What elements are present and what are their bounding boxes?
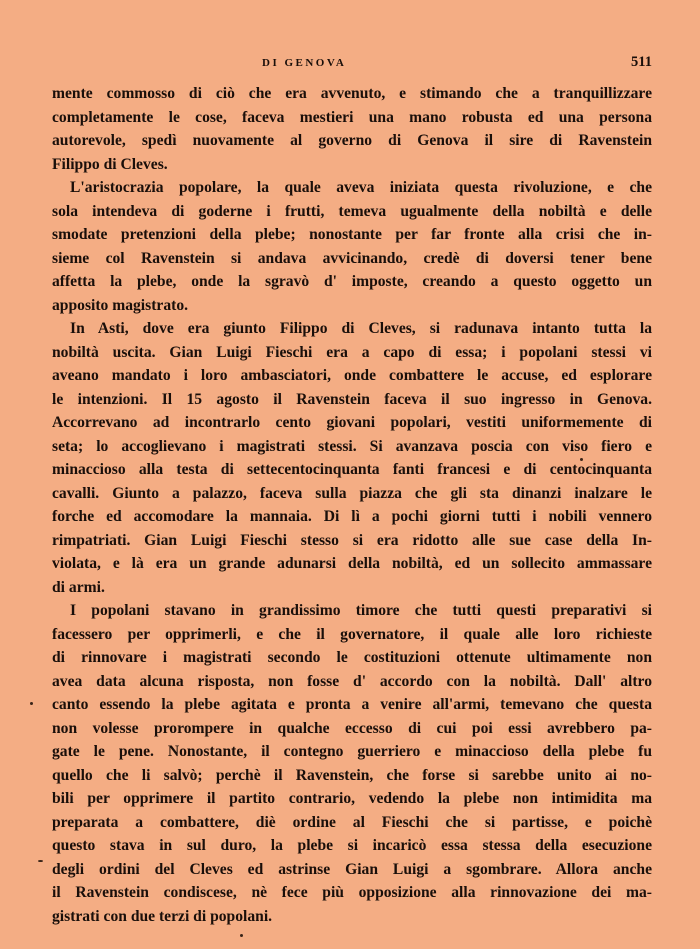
text-line: In Asti, dove era giunto Filippo di Cleves, si radunava intanto tutta la — [70, 320, 652, 337]
ink-speck — [38, 860, 43, 862]
text-line: bili per opprimere il partito contrario, vedendo la plebe non intimidita ma — [52, 790, 652, 807]
text-line: minaccioso alla testa di settecentocinquanta fanti francesi e di centocinquanta — [52, 461, 652, 478]
text-line: completamente le cose, faceva mestieri una mano robusta ed una persona — [52, 108, 652, 126]
text-line: sieme col Ravenstein si andava avvicinando, credè di doversi tener bene — [52, 249, 652, 267]
text-line: L'aristocrazia popolare, la quale aveva iniziata questa rivoluzione, e che — [70, 179, 652, 196]
text-line: degli ordini del Cleves ed astrinse Gian Luigi a sgombrare. Allora anche — [52, 860, 652, 878]
text-line: forche ed accomodare la mannaia. Di lì a pochi giorni tutti i nobili vennero — [52, 508, 652, 525]
text-line: preparata a combattere, diè ordine al Fieschi che si partisse, e poichè — [52, 813, 652, 831]
text-line: non volesse prorompere in qualche eccesso di cui poi essi avrebbero pa- — [52, 719, 652, 737]
text-line: il Ravenstein condiscese, nè fece più opposizione alla rinnovazione dei ma- — [52, 884, 652, 901]
text-line: gistrati con due terzi di popolani. — [52, 907, 273, 925]
text-line: rimpatriati. Gian Luigi Fieschi stesso si era ridotto alle sue case della In- — [52, 531, 652, 549]
text-line: smodate pretenzioni della plebe; nonostante per far fronte alla crisi che in- — [52, 226, 652, 243]
text-line: cavalli. Giunto a palazzo, faceva sulla piazza che gli sta dinanzi inalzare le — [52, 484, 652, 502]
text-line: apposito magistrato. — [52, 296, 189, 314]
text-line: di rinnovare i magistrati secondo le costituzioni ottenute ultimamente non — [52, 649, 652, 666]
text-line: di armi. — [52, 578, 105, 596]
page-header — [52, 54, 652, 74]
text-line: canto essendo la plebe agitata e pronta a venire all'armi, temevano che questa — [52, 696, 652, 713]
text-line: seta; lo accoglievano i magistrati stessi. Si avanzava poscia con viso fiero e — [52, 437, 652, 455]
text-line: questo stava in sul duro, la plebe si incaricò essa stessa della esecuzione — [52, 837, 652, 854]
page-number: 511 — [631, 54, 652, 70]
text-line: Filippo di Cleves. — [52, 155, 168, 173]
ink-speck — [240, 934, 243, 937]
text-line: mente commosso di ciò che era avvenuto, e stimando che a tranquillizzare — [52, 85, 652, 102]
text-line: facessero per opprimerli, e che il governatore, il quale alle loro richieste — [52, 625, 652, 643]
text-line: nobiltà uscita. Gian Luigi Fieschi era a capo di essa; i popolani stessi vi — [52, 343, 652, 361]
running-head: DI GENOVA — [262, 57, 347, 69]
text-line: sola intendeva di goderne i frutti, temeva ugualmente della nobiltà e delle — [52, 202, 652, 220]
text-line: I popolani stavano in grandissimo timore che tutti questi preparativi si — [70, 602, 652, 619]
text-line: autorevole, spedì nuovamente al governo di Genova il sire di Ravenstein — [52, 132, 652, 149]
body-text — [52, 82, 652, 928]
text-line: aveano mandato i loro ambasciatori, onde combattere le accuse, ed esplorare — [52, 367, 652, 384]
ink-speck — [30, 702, 33, 705]
text-line: Accorrevano ad incontrarlo cento giovani popolari, vestiti uniformemente di — [52, 414, 652, 431]
text-line: affetta la plebe, onde la sgravò d' imposte, creando a questo oggetto un — [52, 273, 652, 290]
text-line: gate le pene. Nonostante, il contegno guerriero e minaccioso della plebe fu — [52, 743, 652, 760]
text-line: avea data alcuna risposta, non fosse d' accordo con la nobiltà. Dall' altro — [52, 672, 652, 690]
text-line: le intenzioni. Il 15 agosto il Ravenstein faceva il suo ingresso in Genova. — [52, 390, 652, 408]
text-line: violata, e là era un grande adunarsi della nobiltà, ed un sollecito ammassare — [52, 555, 652, 572]
ink-speck — [580, 458, 583, 461]
text-line: quello che li salvò; perchè il Ravenstein, che forse si sarebbe unito ai no- — [52, 766, 652, 784]
